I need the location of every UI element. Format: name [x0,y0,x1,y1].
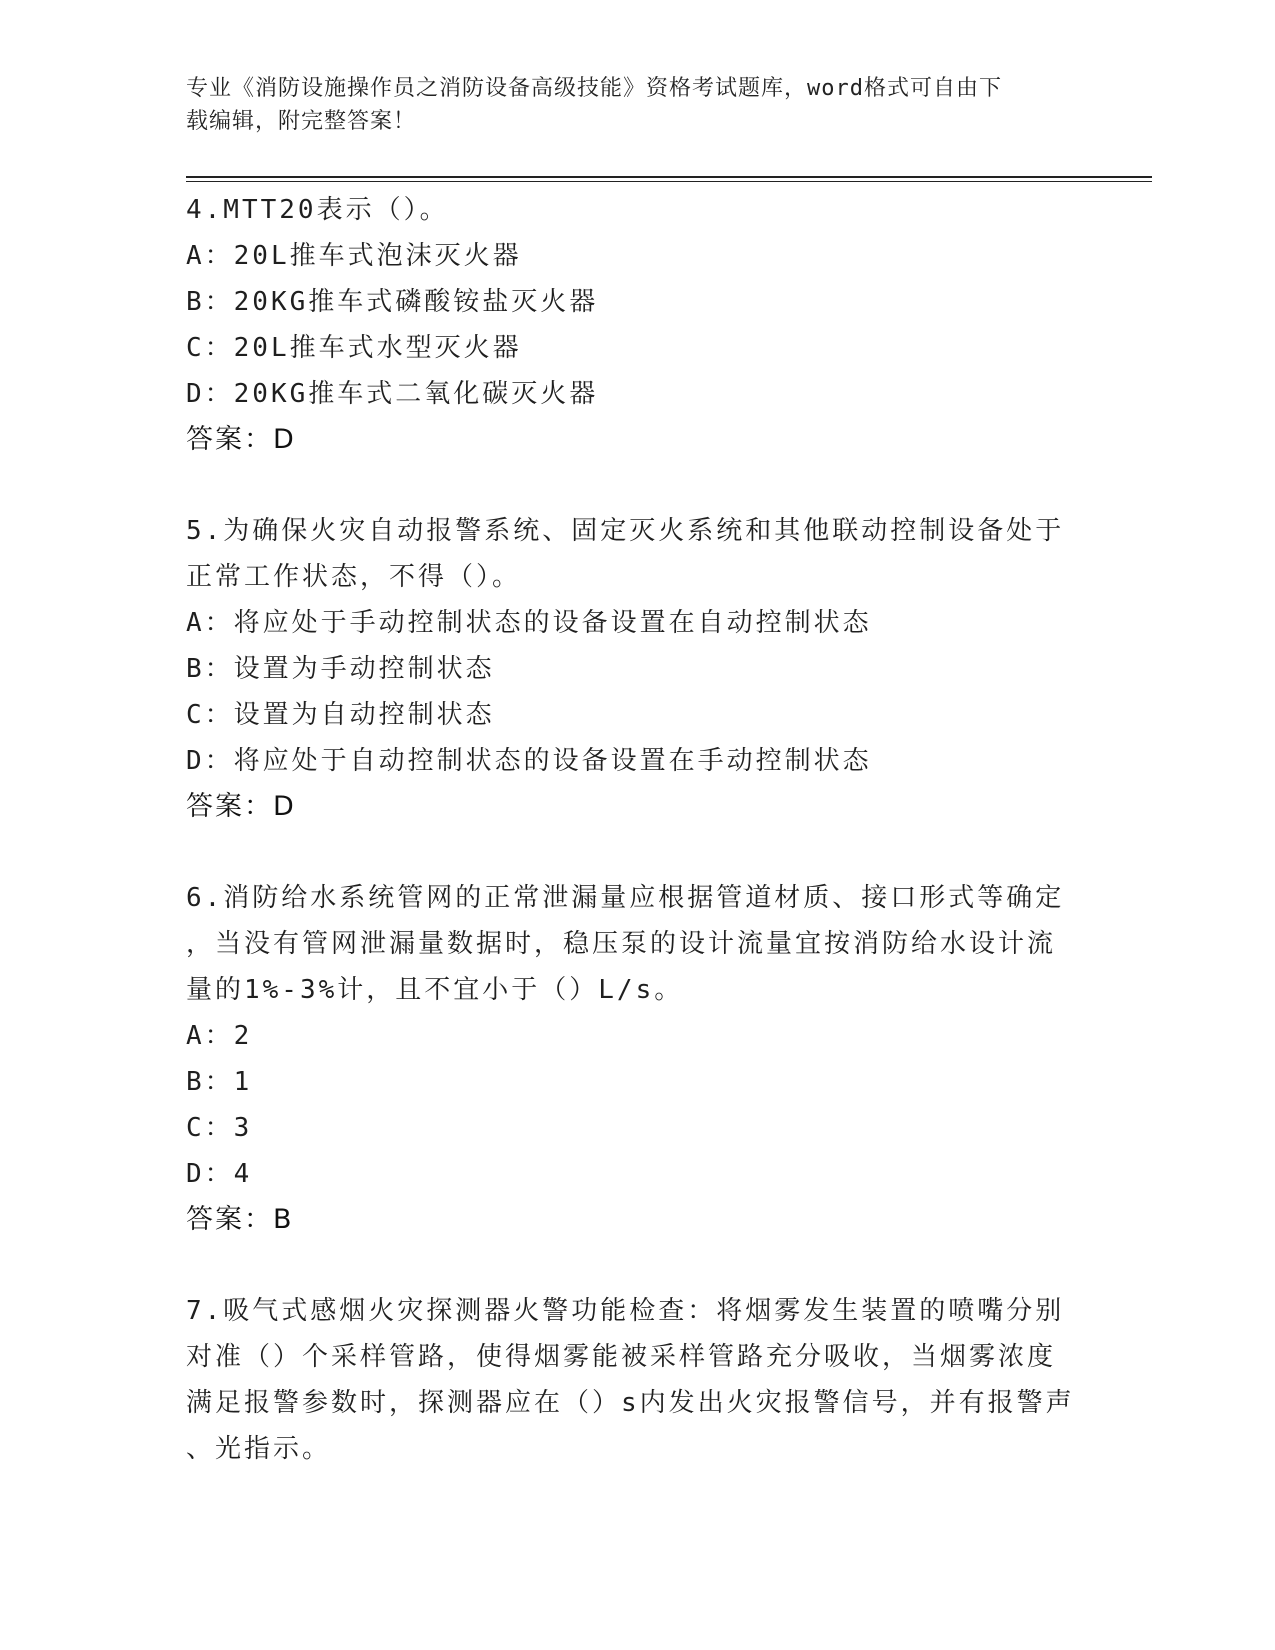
header-divider-thick [186,176,1152,178]
document-header [186,72,1066,138]
question-stem-line: 满足报警参数时，探测器应在（）s内发出火灾报警信号，并有报警声 [186,1388,1075,1418]
answer-line: 答案：D [186,791,296,822]
option-b: B：20KG推车式磷酸铵盐灭火器 [186,287,599,317]
option-c: C：20L推车式水型灭火器 [186,333,522,363]
question-stem-line: 正常工作状态，不得（）。 [186,562,522,592]
question-stem-line: 6.消防给水系统管网的正常泄漏量应根据管道材质、接口形式等确定 [186,883,1065,913]
question-4 [186,187,1086,463]
question-stem-line: 5.为确保火灾自动报警系统、固定灭火系统和其他联动控制设备处于 [186,516,1065,546]
question-stem-line: 7.吸气式感烟火灾探测器火警功能检查：将烟雾发生装置的喷嘴分别 [186,1296,1065,1326]
option-c: C：设置为自动控制状态 [186,700,495,730]
question-spacer [186,830,1086,875]
question-stem-line: ，当没有管网泄漏量数据时，稳压泵的设计流量宜按消防给水设计流 [186,929,1057,959]
header-intro-line-1: 专业《消防设施操作员之消防设备高级技能》资格考试题库，word格式可自由下 [186,76,1002,101]
option-b: B：1 [186,1067,253,1097]
header-intro-line-2: 载编辑，附完整答案！ [186,109,417,134]
question-7 [186,1288,1086,1472]
question-list [186,187,1086,1472]
option-d: D：4 [186,1159,253,1189]
question-stem-line: 量的1%-3%计，且不宜小于（）L/s。 [186,975,684,1005]
question-spacer [186,1243,1086,1288]
answer-line: 答案：B [186,1204,294,1235]
question-stem-line: 、光指示。 [186,1434,332,1464]
question-spacer [186,463,1086,508]
option-a: A：2 [186,1021,253,1051]
option-d: D：将应处于自动控制状态的设备设置在手动控制状态 [186,746,872,776]
header-divider-thin [186,181,1152,182]
option-a: A：20L推车式泡沫灭火器 [186,241,522,271]
answer-line: 答案：D [186,424,296,455]
option-a: A：将应处于手动控制状态的设备设置在自动控制状态 [186,608,872,638]
question-6 [186,875,1086,1243]
option-d: D：20KG推车式二氧化碳灭火器 [186,379,599,409]
option-c: C：3 [186,1113,253,1143]
question-stem-line: 对准（）个采样管路，使得烟雾能被采样管路充分吸收，当烟雾浓度 [186,1342,1057,1372]
question-5 [186,508,1086,830]
question-stem-line: 4.MTT20表示（）。 [186,195,449,225]
option-b: B：设置为手动控制状态 [186,654,495,684]
